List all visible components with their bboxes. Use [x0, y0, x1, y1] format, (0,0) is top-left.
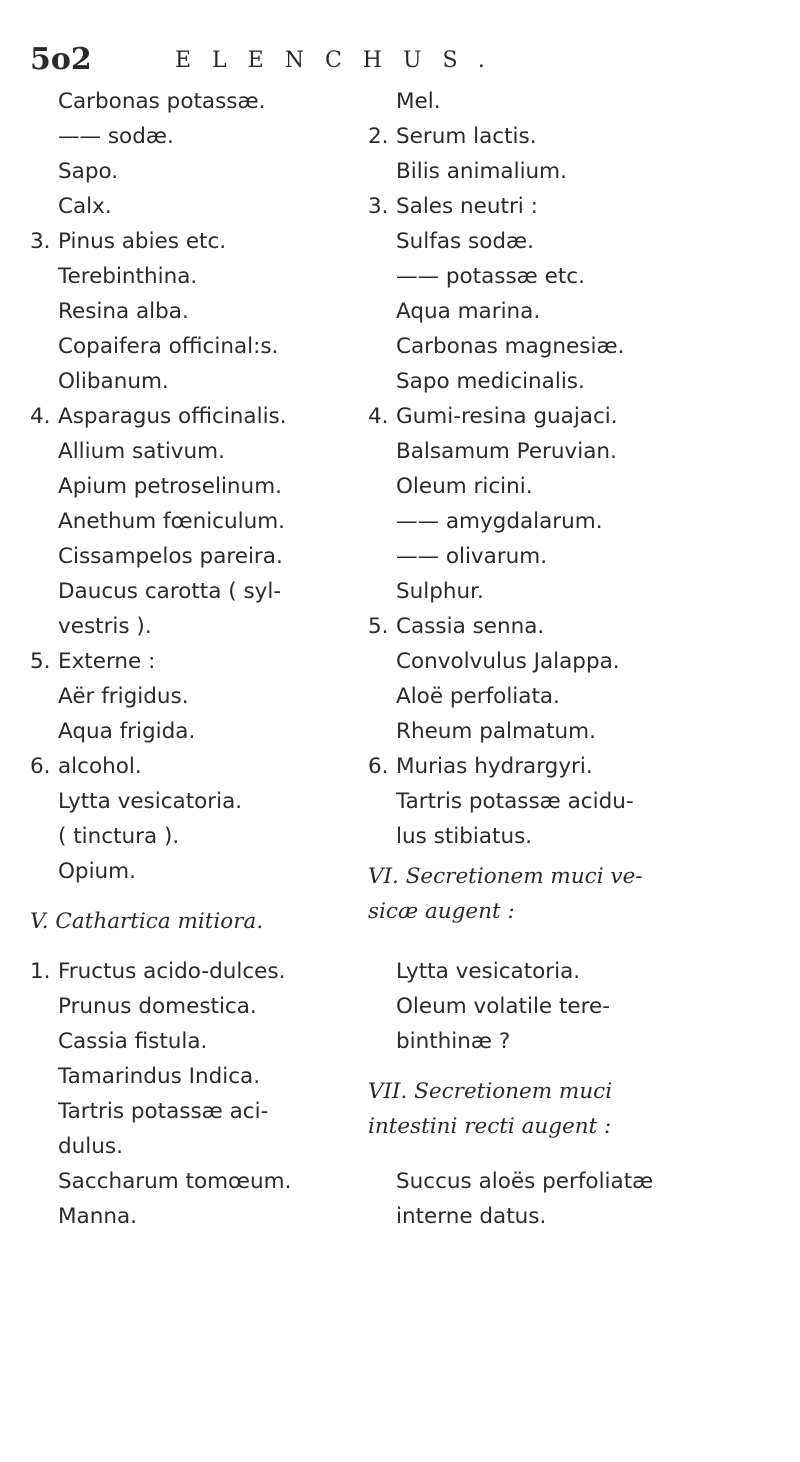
item-text: Succus aloës perfoliatæ	[396, 1169, 654, 1194]
item-text: interne datus.	[396, 1204, 547, 1229]
item-text: Sulphur.	[396, 579, 484, 604]
list-item	[368, 193, 538, 221]
item-text: Anethum fœniculum.	[58, 509, 286, 534]
list-item	[30, 993, 257, 1021]
item-text: Manna.	[58, 1204, 137, 1229]
list-item	[30, 1063, 260, 1091]
item-text: Oleum ricini.	[396, 474, 533, 499]
list-item	[30, 403, 287, 431]
item-text: Serum lactis.	[396, 124, 537, 149]
item-number: 1.	[30, 959, 51, 984]
list-item	[368, 1028, 510, 1056]
list-item	[30, 683, 189, 711]
item-text: Lytta vesicatoria.	[58, 789, 243, 814]
item-text: Aqua frigida.	[58, 719, 196, 744]
running-head: ELENCHUS.	[175, 48, 506, 73]
item-number: 2.	[368, 124, 389, 149]
list-item	[368, 368, 585, 396]
list-item	[368, 473, 533, 501]
list-item	[30, 1098, 268, 1126]
item-text: Externe :	[58, 649, 156, 674]
section-heading	[30, 908, 263, 936]
item-text: —— olivarum.	[396, 544, 548, 569]
item-number: 6.	[30, 754, 51, 779]
list-item	[30, 158, 118, 186]
list-item	[368, 263, 585, 291]
list-item	[368, 578, 484, 606]
list-item	[30, 823, 179, 851]
item-text: sicæ augent :	[368, 899, 515, 924]
list-item	[30, 193, 112, 221]
item-text: V. Cathartica mitiora.	[30, 909, 264, 934]
list-item	[30, 368, 169, 396]
list-item	[368, 1168, 653, 1196]
list-item	[30, 648, 155, 676]
list-item	[368, 298, 540, 326]
item-text: alcohol.	[58, 754, 142, 779]
list-item	[30, 1203, 137, 1231]
list-item	[30, 263, 197, 291]
item-text: VI. Secretionem muci ve-	[368, 864, 643, 889]
item-text: Tartris potassæ aci-	[58, 1099, 269, 1124]
item-text: Cassia fistula.	[58, 1029, 208, 1054]
list-item	[30, 508, 285, 536]
item-number: 5.	[368, 614, 389, 639]
item-text: Sulfas sodæ.	[396, 229, 534, 254]
item-text: Terebinthina.	[58, 264, 198, 289]
item-text: binthinæ ?	[396, 1029, 511, 1054]
list-item	[30, 1133, 123, 1161]
item-text: Rheum palmatum.	[396, 719, 596, 744]
list-item	[368, 88, 441, 116]
item-text: Bilis animalium.	[396, 159, 567, 184]
page-number: 5o2	[30, 42, 92, 77]
section-heading	[368, 898, 515, 926]
list-item	[368, 718, 596, 746]
item-text: vestris ).	[58, 614, 152, 639]
list-item	[30, 333, 278, 361]
list-item	[30, 123, 174, 151]
item-number: 3.	[30, 229, 51, 254]
list-item	[30, 438, 225, 466]
item-text: —— amygdalarum.	[396, 509, 603, 534]
list-item	[368, 613, 544, 641]
item-text: Sapo.	[58, 159, 119, 184]
list-item	[368, 788, 634, 816]
list-item	[368, 508, 603, 536]
list-item	[368, 333, 624, 361]
item-text: Mel.	[396, 89, 441, 114]
list-item	[368, 958, 580, 986]
item-text: VII. Secretionem muci	[368, 1079, 613, 1104]
item-text: Copaifera officinal:s.	[58, 334, 279, 359]
list-item	[30, 473, 282, 501]
item-text: Allium sativum.	[58, 439, 225, 464]
list-item	[30, 1168, 291, 1196]
item-text: Gumi-resina guajaci.	[396, 404, 618, 429]
item-text: Tamarindus Indica.	[58, 1064, 261, 1089]
item-text: Asparagus officinalis.	[58, 404, 287, 429]
item-text: Aloë perfoliata.	[396, 684, 560, 709]
item-text: Daucus carotta ( syl-	[58, 579, 282, 604]
item-text: Prunus domestica.	[58, 994, 257, 1019]
list-item	[368, 1203, 546, 1231]
item-text: Balsamum Peruvian.	[396, 439, 617, 464]
item-text: —— sodæ.	[58, 124, 174, 149]
list-item	[30, 1028, 207, 1056]
item-text: Carbonas magnesiæ.	[396, 334, 625, 359]
list-item	[368, 753, 593, 781]
item-number: 6.	[368, 754, 389, 779]
item-text: Resina alba.	[58, 299, 189, 324]
item-text: Tartris potassæ acidu-	[396, 789, 634, 814]
section-heading	[368, 1113, 611, 1141]
list-item	[30, 958, 285, 986]
item-number: 4.	[30, 404, 51, 429]
list-item	[368, 648, 620, 676]
item-text: ( tinctura ).	[58, 824, 180, 849]
list-item	[368, 158, 567, 186]
list-item	[30, 753, 142, 781]
list-item	[30, 578, 281, 606]
item-text: intestini recti augent :	[368, 1114, 612, 1139]
item-number: 3.	[368, 194, 389, 219]
item-text: Calx.	[58, 194, 112, 219]
list-item	[368, 123, 537, 151]
item-text: Apium petroselinum.	[58, 474, 282, 499]
item-text: Oleum volatile tere-	[396, 994, 611, 1019]
item-text: Aqua marina.	[396, 299, 541, 324]
section-heading	[368, 1078, 612, 1106]
list-item	[30, 228, 226, 256]
list-item	[368, 403, 618, 431]
item-text: Saccharum tomœum.	[58, 1169, 292, 1194]
item-text: Olibanum.	[58, 369, 169, 394]
item-text: dulus.	[58, 1134, 123, 1159]
list-item	[30, 718, 195, 746]
list-item	[30, 88, 265, 116]
list-item	[368, 823, 532, 851]
item-text: Cissampelos pareira.	[58, 544, 283, 569]
item-text: Sapo medicinalis.	[396, 369, 585, 394]
section-heading	[368, 863, 643, 891]
item-text: Pinus abies etc.	[58, 229, 227, 254]
item-text: Murias hydrargyri.	[396, 754, 593, 779]
item-text: Sales neutri :	[396, 194, 538, 219]
list-item	[30, 788, 242, 816]
item-number: 5.	[30, 649, 51, 674]
item-text: Opium.	[58, 859, 136, 884]
list-item	[368, 683, 560, 711]
list-item	[30, 858, 136, 886]
item-text: Fructus acido-dulces.	[58, 959, 286, 984]
item-text: Carbonas potassæ.	[58, 89, 266, 114]
item-text: Cassia senna.	[396, 614, 545, 639]
item-text: Aër frigidus.	[58, 684, 189, 709]
item-text: Convolvulus Jalappa.	[396, 649, 620, 674]
item-text: lus stibiatus.	[396, 824, 533, 849]
list-item	[30, 298, 189, 326]
list-item	[368, 993, 610, 1021]
list-item	[368, 438, 617, 466]
list-item	[368, 543, 547, 571]
list-item	[30, 613, 152, 641]
item-text: Lytta vesicatoria.	[396, 959, 581, 984]
item-text: —— potassæ etc.	[396, 264, 585, 289]
item-number: 4.	[368, 404, 389, 429]
list-item	[30, 543, 283, 571]
list-item	[368, 228, 534, 256]
